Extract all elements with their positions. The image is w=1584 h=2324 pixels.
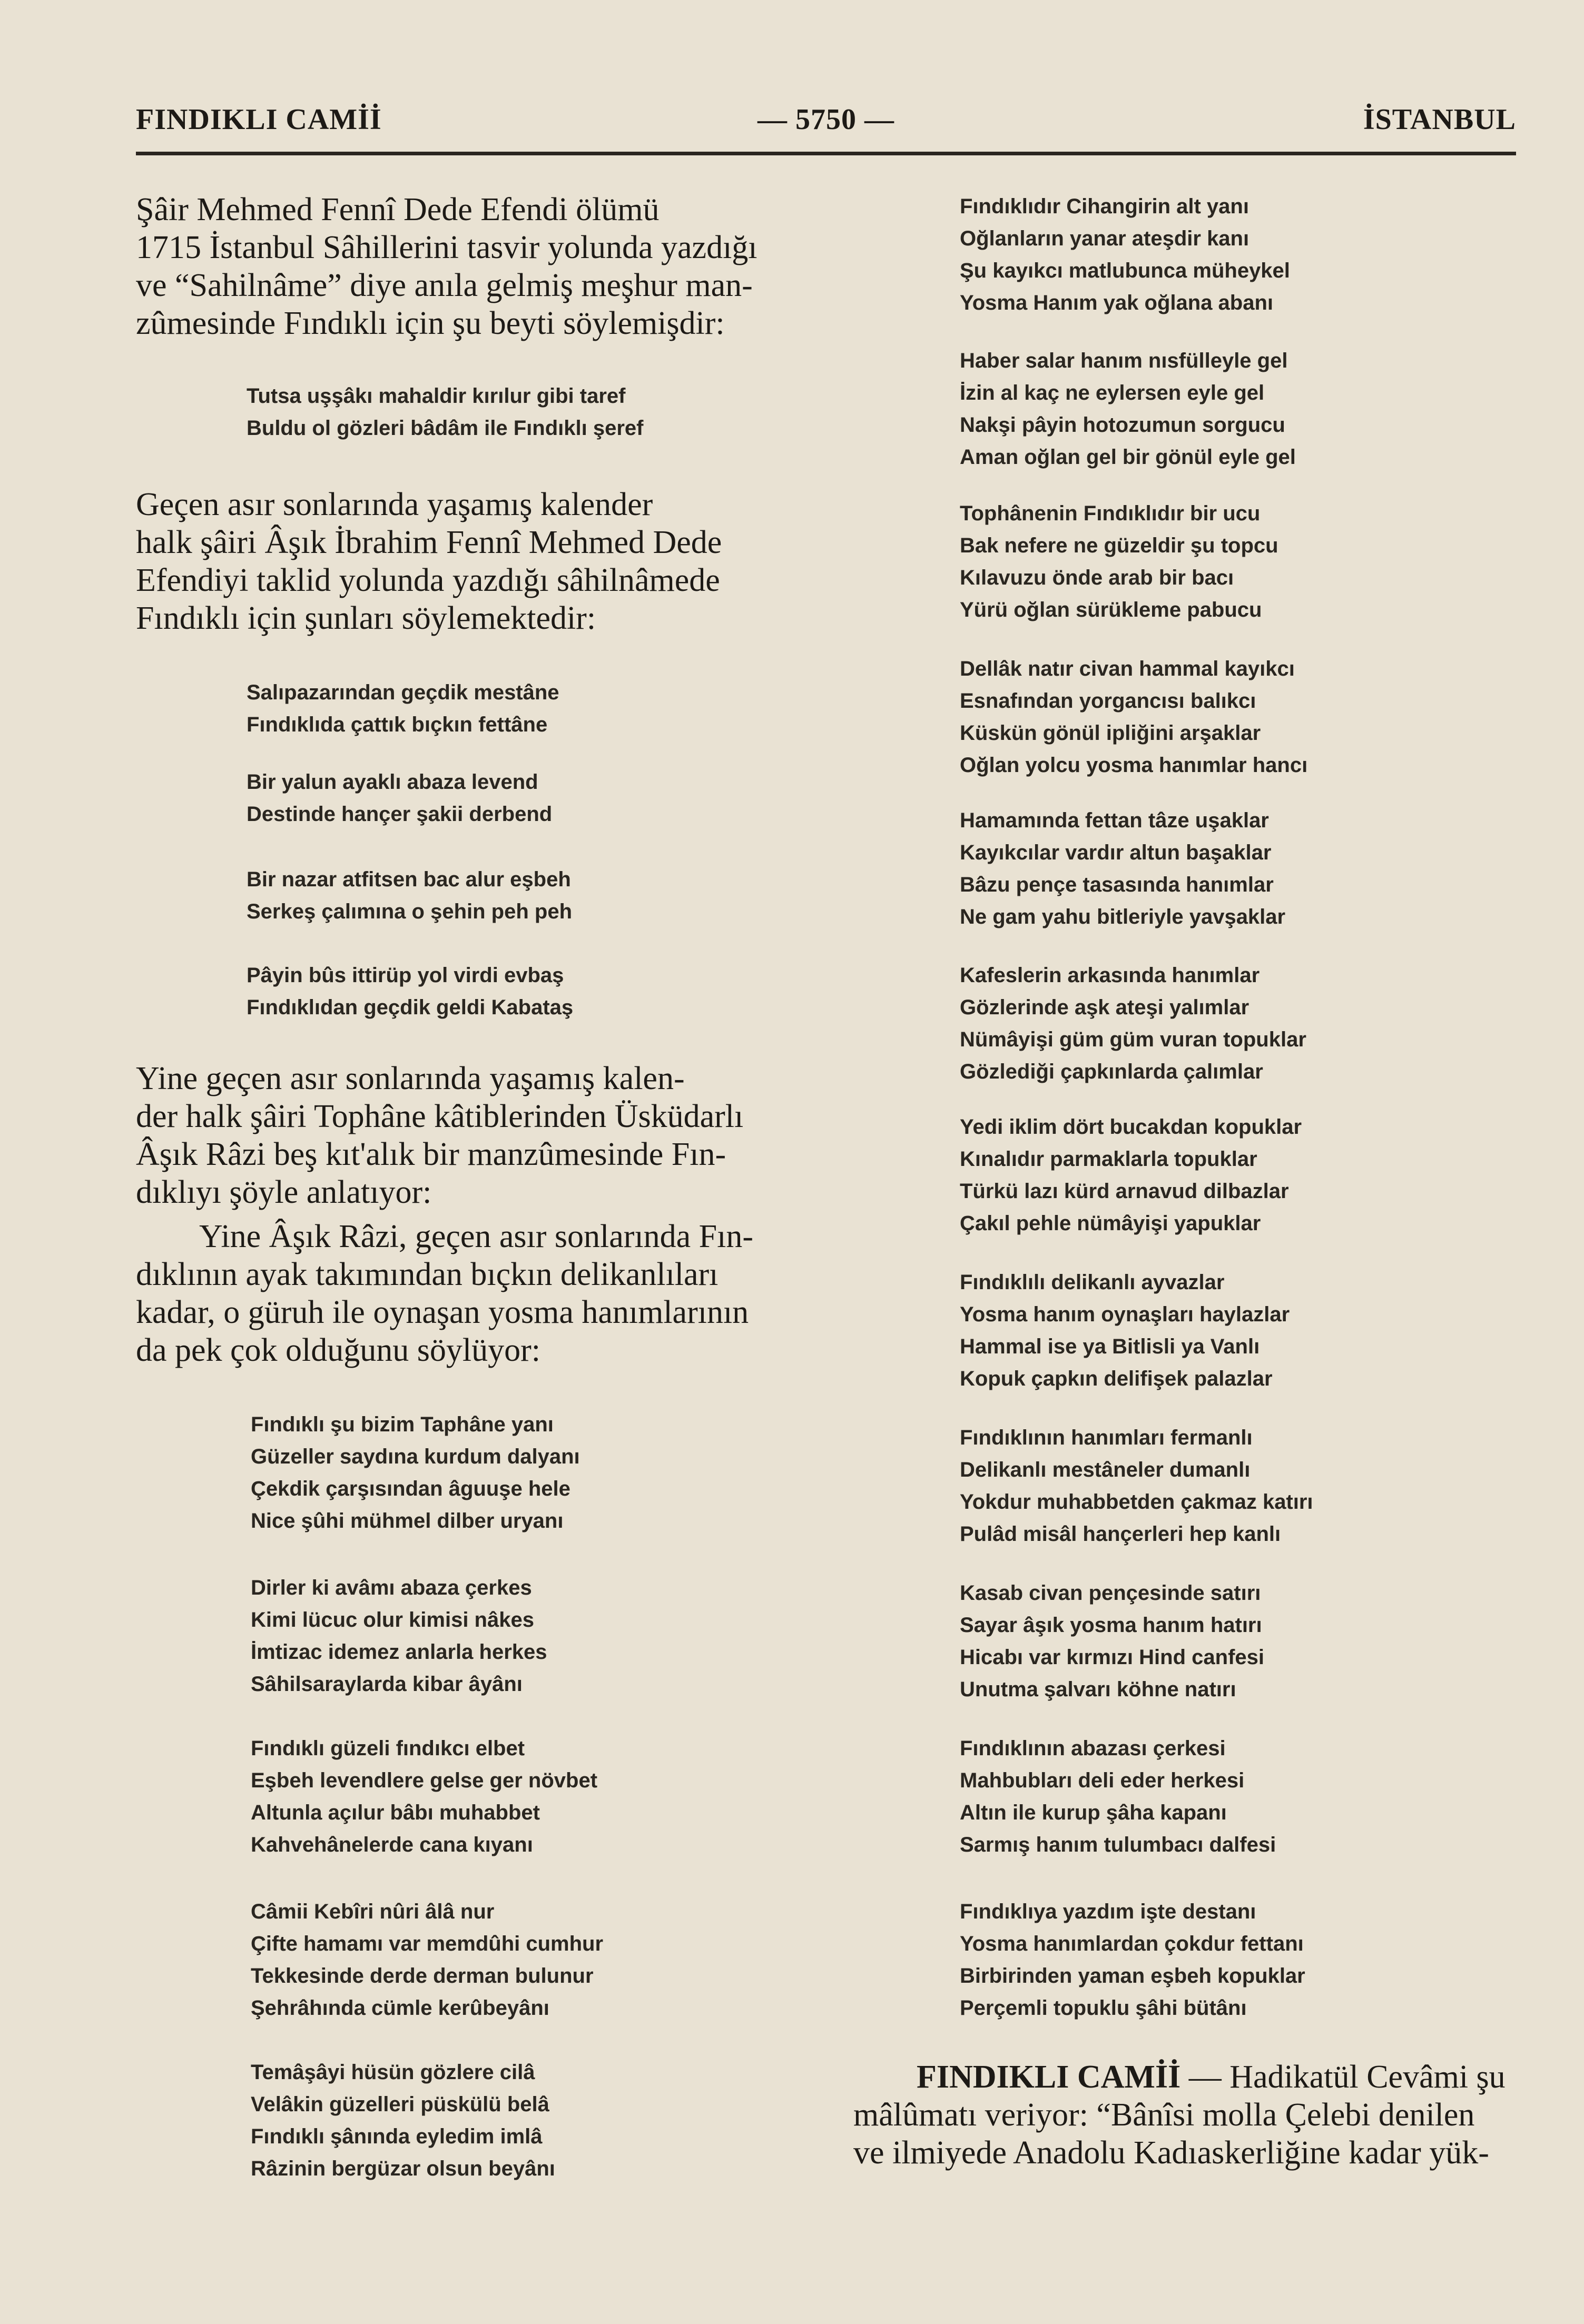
stanza-razi-fındıklı-line: Sayar âşık yosma hanım hatırı <box>960 1614 1262 1637</box>
stanza-ibrahim-line: Pâyin bûs ittirüp yol virdi evbaş <box>247 964 564 987</box>
stanza-ibrahim-line: Fındıklıda çattık bıçkın fettâne <box>247 713 548 736</box>
stanza-razi-fındıklı-line: Ne gam yahu bitleriyle yavşaklar <box>960 905 1286 928</box>
stanza-razi-fındıklı-line: Mahbubları deli eder herkesi <box>960 1769 1245 1792</box>
paragraph-ibrahim-line: Efendiyi taklid yolunda yazdığı sâhilnâmede <box>136 562 720 598</box>
stanza-razi-fındıklı-line: Kafeslerin arkasında hanımlar <box>960 964 1260 987</box>
stanza-razi-fındıklı-line: Fındıklının abazası çerkesi <box>960 1737 1226 1760</box>
stanza-razi-line: Eşbeh levendlere gelse ger növbet <box>251 1769 598 1792</box>
stanza-razi-fındıklı-line: Delikanlı mestâneler dumanlı <box>960 1458 1251 1481</box>
paragraph-findikli-camii-line <box>853 2058 1528 2096</box>
stanza-razi <box>251 2056 555 2185</box>
stanza-razi-line: Çekdik çarşısından âguuşe hele <box>251 1477 570 1500</box>
couplet-fenni-line: Tutsa uşşâkı mahaldir kırılur gibi taref <box>247 384 626 408</box>
header-section-title: FINDIKLI CAMİİ <box>136 103 382 136</box>
stanza-razi-fındıklı <box>960 805 1285 933</box>
stanza-ibrahim-line: Bir nazar atfitsen bac alur eşbeh <box>247 868 571 891</box>
stanza-razi-fındıklı-line: Tophânenin Fındıklıdır bir ucu <box>960 502 1261 525</box>
paragraph-ibrahim-line: Fındıklı için şunları söylemektedir: <box>136 600 596 636</box>
stanza-ibrahim <box>247 766 552 830</box>
stanza-razi-fındıklı-line: Yedi iklim dört bucakdan kopuklar <box>960 1115 1302 1139</box>
paragraph-ibrahim-line: Geçen asır sonlarında yaşamış kalender <box>136 487 653 522</box>
stanza-razi-fındıklı-line: Aman oğlan gel bir gönül eyle gel <box>960 446 1296 469</box>
stanza-razi <box>251 1733 597 1861</box>
stanza-razi-fındıklı-line: Yosma Hanım yak oğlana abanı <box>960 291 1274 314</box>
paragraph-findikli-camii-line: mâlûmatı veriyor: “Bânîsi molla Çelebi denilen <box>853 2097 1475 2133</box>
stanza-razi-line: Çifte hamamı var memdûhi cumhur <box>251 1932 604 1955</box>
stanza-razi-fındıklı-line: Kınalıdır parmaklarla topuklar <box>960 1148 1257 1171</box>
stanza-razi-fındıklı-line: Bak nefere ne güzeldir şu topcu <box>960 534 1278 557</box>
stanza-razi-fındıklı-line: Çakıl pehle nümâyişi yapuklar <box>960 1212 1261 1235</box>
intro-paragraph-line: 1715 İstanbul Sâhillerini tasvir yolunda yazdığı <box>136 230 757 265</box>
stanza-razi-fındıklı <box>960 498 1278 626</box>
stanza-razi-fındıklı <box>960 345 1296 473</box>
stanza-ibrahim-line: Destinde hançer şakii derbend <box>247 803 553 826</box>
paragraph-razi <box>136 1060 815 1211</box>
stanza-razi <box>251 1572 547 1700</box>
stanza-ibrahim <box>247 864 572 928</box>
stanza-razi-fındıklı-line: Kılavuzu önde arab bir bacı <box>960 566 1234 589</box>
stanza-ibrahim-line: Bir yalun ayaklı abaza levend <box>247 770 538 794</box>
stanza-razi-line: Kimi lücuc olur kimisi nâkes <box>251 1608 534 1631</box>
entry-heading: FINDIKLI CAMİİ <box>917 2059 1181 2095</box>
stanza-ibrahim <box>247 960 573 1024</box>
stanza-razi <box>251 1409 580 1537</box>
stanza-razi-fındıklı-line: Gözlediği çapkınlarda çalımlar <box>960 1060 1263 1083</box>
couplet-fenni-line: Buldu ol gözleri bâdâm ile Fındıklı şeref <box>247 417 644 440</box>
stanza-razi-fındıklı-line: Türkü lazı kürd arnavud dilbazlar <box>960 1180 1289 1203</box>
stanza-razi-line: Sâhilsaraylarda kibar âyânı <box>251 1673 523 1696</box>
stanza-razi-line: Tekkesinde derde derman bulunur <box>251 1964 594 1987</box>
stanza-razi-fındıklı-line: Oğlan yolcu yosma hanımlar hancı <box>960 754 1308 777</box>
header-city: İSTANBUL <box>1363 103 1516 136</box>
stanza-razi <box>251 1896 603 2024</box>
paragraph-razi-line: dıklıyı şöyle anlatıyor: <box>136 1174 432 1210</box>
stanza-razi-fındıklı <box>960 960 1306 1088</box>
stanza-razi-fındıklı-line: Fındıklıya yazdım işte destanı <box>960 1900 1256 1923</box>
stanza-razi-fındıklı-line: Unutma şalvarı köhne natırı <box>960 1678 1236 1701</box>
stanza-razi-fındıklı-line: Kasab civan pençesinde satırı <box>960 1581 1261 1605</box>
stanza-razi-fındıklı-line: Kayıkcılar vardır altun başaklar <box>960 841 1272 864</box>
paragraph-findikli-camii <box>853 2058 1528 2172</box>
stanza-razi-fındıklı-line: Hicabı var kırmızı Hind canfesi <box>960 1646 1264 1669</box>
stanza-razi-fındıklı-line: Gözlerinde aşk ateşi yalımlar <box>960 996 1250 1019</box>
stanza-razi-line: İmtizac idemez anlarla herkes <box>251 1640 547 1664</box>
stanza-razi-fındıklı-line: Altın ile kurup şâha kapanı <box>960 1801 1227 1824</box>
paragraph-ibrahim-line: halk şâiri Âşık İbrahim Fennî Mehmed Dede <box>136 525 722 560</box>
stanza-razi-fındıklı <box>960 1267 1290 1395</box>
running-header <box>136 103 1516 134</box>
stanza-razi-line: Güzeller saydına kurdum dalyanı <box>251 1445 580 1468</box>
page-number: — 5750 — <box>757 103 894 136</box>
stanza-razi-line: Câmii Kebîri nûri âlâ nur <box>251 1900 495 1923</box>
stanza-razi-fındıklı-line: Küskün gönül ipliğini arşaklar <box>960 721 1261 745</box>
stanza-razi-line: Nice şûhi mühmel dilber uryanı <box>251 1509 564 1532</box>
stanza-razi-fındıklı-line: Fındıklıdır Cihangirin alt yanı <box>960 195 1249 218</box>
stanza-ibrahim-line: Salıpazarından geçdik mestâne <box>247 681 559 704</box>
entry-heading-continuation: — Hadikatül Cevâmi şu <box>1180 2059 1506 2095</box>
header-rule <box>136 152 1516 155</box>
stanza-razi-fındıklı <box>960 1422 1313 1550</box>
stanza-razi-fındıklı-line: Kopuk çapkın delifişek palazlar <box>960 1367 1273 1390</box>
stanza-razi-fındıklı-line: Yürü oğlan sürükleme pabucu <box>960 598 1262 621</box>
paragraph-findikli-camii-line: ve ilmiyede Anadolu Kadıaskerliğine kadar yük- <box>853 2135 1489 2171</box>
stanza-razi-fındıklı-line: Fındıklının hanımları fermanlı <box>960 1426 1253 1449</box>
stanza-razi-fındıklı-line: Hamamında fettan tâze uşaklar <box>960 809 1269 832</box>
paragraph-razi-line: Âşık Râzi beş kıt'alık bir manzûmesinde Fın- <box>136 1136 726 1172</box>
intro-paragraph-line: ve “Sahilnâme” diye anıla gelmiş meşhur man- <box>136 268 753 303</box>
intro-paragraph <box>136 191 815 342</box>
stanza-razi-line: Temâşâyi hüsün gözlere cilâ <box>251 2061 535 2084</box>
stanza-ibrahim-line: Fındıklıdan geçdik geldi Kabataş <box>247 996 574 1019</box>
stanza-razi-line: Fındıklı güzeli fındıkcı elbet <box>251 1737 525 1760</box>
stanza-razi-fındıklı-line: Oğlanların yanar ateşdir kanı <box>960 227 1250 250</box>
stanza-razi-line: Şehrâhında cümle kerûbeyânı <box>251 1996 549 2020</box>
stanza-razi-fındıklı-line: Haber salar hanım nısfülleyle gel <box>960 349 1288 372</box>
stanza-razi-fındıklı-line: Yosma hanımlardan çokdur fettanı <box>960 1932 1304 1955</box>
stanza-razi-line: Fındıklı şânında eyledim imlâ <box>251 2125 543 2148</box>
stanza-razi-fındıklı <box>960 1896 1305 2024</box>
stanza-razi-line: Dirler ki avâmı abaza çerkes <box>251 1576 532 1599</box>
intro-paragraph-line: zûmesinde Fındıklı için şu beyti söylemişdir: <box>136 305 725 341</box>
paragraph-razi-second-line: kadar, o güruh ile oynaşan yosma hanımlarının <box>136 1294 749 1330</box>
stanza-razi-fındıklı <box>960 1111 1302 1240</box>
stanza-razi-fındıklı <box>960 191 1290 319</box>
stanza-ibrahim <box>247 677 559 741</box>
paragraph-razi-line: der halk şâiri Tophâne kâtiblerinden Üsküdarlı <box>136 1099 744 1134</box>
stanza-ibrahim-line: Serkeş çalımına o şehin peh peh <box>247 900 573 923</box>
paragraph-razi-second-line: dıklının ayak takımından bıçkın delikanlıları <box>136 1257 719 1292</box>
paragraph-ibrahim <box>136 486 815 637</box>
stanza-razi-fındıklı-line: Fındıklılı delikanlı ayvazlar <box>960 1271 1225 1294</box>
stanza-razi-line: Velâkin güzelleri püskülü belâ <box>251 2093 549 2116</box>
stanza-razi-fındıklı-line: Dellâk natır civan hammal kayıkcı <box>960 657 1295 680</box>
stanza-razi-line: Kahvehânelerde cana kıyanı <box>251 1833 533 1856</box>
stanza-razi-fındıklı <box>960 653 1307 782</box>
stanza-razi-fındıklı-line: Birbirinden yaman eşbeh kopuklar <box>960 1964 1305 1987</box>
paragraph-razi-second-line: da pek çok olduğunu söylüyor: <box>136 1332 541 1368</box>
stanza-razi-fındıklı-line: Pulâd misâl hançerleri hep kanlı <box>960 1522 1281 1546</box>
stanza-razi-line: Râzinin bergüzar olsun beyânı <box>251 2157 555 2180</box>
stanza-razi-line: Fındıklı şu bizim Taphâne yanı <box>251 1413 554 1436</box>
stanza-razi-fındıklı-line: Yosma hanım oynaşları haylazlar <box>960 1303 1290 1326</box>
stanza-razi-fındıklı <box>960 1577 1264 1706</box>
stanza-razi-fındıklı-line: Sarmış hanım tulumbacı dalfesi <box>960 1833 1276 1856</box>
stanza-razi-fındıklı-line: Hammal ise ya Bitlisli ya Vanlı <box>960 1335 1260 1358</box>
stanza-razi-fındıklı-line: Şu kayıkcı matlubunca müheykel <box>960 259 1290 282</box>
intro-paragraph-line: Şâir Mehmed Fennî Dede Efendi ölümü <box>136 192 660 228</box>
stanza-razi-fındıklı-line: Nümâyişi güm güm vuran topuklar <box>960 1028 1306 1051</box>
paragraph-razi-second-line: Yine Âşık Râzi, geçen asır sonlarında Fın- <box>199 1219 754 1254</box>
stanza-razi-line: Altunla açılur bâbı muhabbet <box>251 1801 540 1824</box>
couplet-fenni <box>247 380 643 444</box>
stanza-razi-fındıklı-line: Nakşi pâyin hotozumun sorgucu <box>960 413 1285 437</box>
stanza-razi-fındıklı-line: Yokdur muhabbetden çakmaz katırı <box>960 1490 1313 1514</box>
paragraph-razi-line: Yine geçen asır sonlarında yaşamış kalen- <box>136 1061 685 1096</box>
stanza-razi-fındıklı <box>960 1733 1276 1861</box>
stanza-razi-fındıklı-line: Esnafından yorgancısı balıkcı <box>960 689 1256 713</box>
stanza-razi-fındıklı-line: İzin al kaç ne eylersen eyle gel <box>960 381 1265 404</box>
stanza-razi-fındıklı-line: Perçemli topuklu şâhi bütânı <box>960 1996 1247 2020</box>
paragraph-razi-second <box>136 1218 815 1369</box>
stanza-razi-fındıklı-line: Bâzu pençe tasasında hanımlar <box>960 873 1274 896</box>
